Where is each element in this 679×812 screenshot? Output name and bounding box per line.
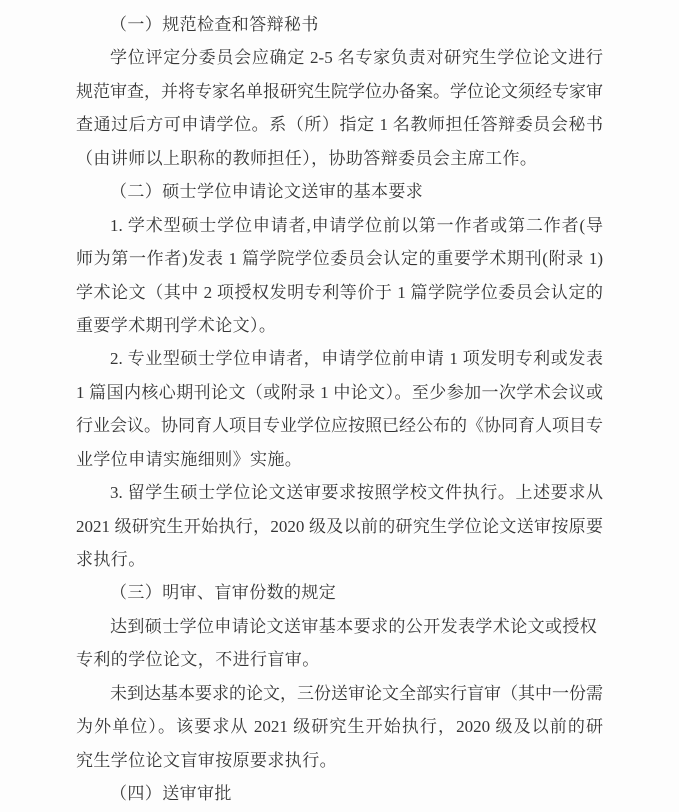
text-line: 3. 留学生硕士学位论文送审要求按照学校文件执行。上述要求从 [110, 483, 603, 503]
text-line: 达到硕士学位申请论文送审基本要求的公开发表学术论文或授权 [110, 616, 598, 636]
section-heading: （四）送审审批 [110, 784, 232, 804]
text-line: 专利的学位论文，不进行盲审。 [76, 650, 320, 670]
text-line: 求执行。 [76, 550, 146, 569]
section-heading: （二）硕士学位申请论文送审的基本要求 [110, 182, 424, 202]
text-line: 2021 级研究生开始执行，2020 级及以前的研究生学位论文送审按原要 [76, 516, 603, 536]
text-line: 2. 专业型硕士学位申请者，申请学位前申请 1 项发明专利或发表 [110, 349, 603, 369]
text-line: 究生学位论文盲审按原要求执行。 [76, 750, 337, 770]
text-line: 学术论文（其中 2 项授权发明专利等价于 1 篇学院学位委员会认定的 [76, 282, 603, 302]
text-line: 行业会议。协同育人项目专业学位应按照已经公布的《协同育人项目专 [76, 416, 603, 436]
text-line: 为外单位）。该要求从 2021 级研究生开始执行，2020 级及以前的研 [76, 717, 603, 737]
section-heading: （三）明审、盲审份数的规定 [110, 583, 337, 603]
text-line: （由讲师以上职称的教师担任），协助答辩委员会主席工作。 [76, 148, 538, 168]
text-line: 1 篇国内核心期刊论文（或附录 1 中论文）。至少参加一次学术会议或 [76, 382, 603, 402]
text-line: 重要学术期刊学术论文）。 [76, 315, 277, 335]
text-line: 业学位申请实施细则》实施。 [76, 449, 303, 469]
text-line: 规范审查，并将专家名单报研究生院学位办备案。学位论文须经专家审 [76, 81, 603, 101]
text-line: 学位评定分委员会应确定 2-5 名专家负责对研究生学位论文进行 [110, 48, 603, 68]
text-line: 查通过后方可申请学位。系（所）指定 1 名教师担任答辩委员会秘书 [76, 115, 603, 135]
text-line: 1. 学术型硕士学位申请者,申请学位前以第一作者或第二作者(导 [110, 215, 603, 235]
document-body [76, 8, 603, 811]
text-line: 师为第一作者)发表 1 篇学院学位委员会认定的重要学术期刊(附录 1) [76, 249, 603, 269]
text-line: 未到达基本要求的论文，三份送审论文全部实行盲审（其中一份需 [110, 683, 603, 703]
section-heading: （一）规范检查和答辩秘书 [110, 15, 319, 34]
